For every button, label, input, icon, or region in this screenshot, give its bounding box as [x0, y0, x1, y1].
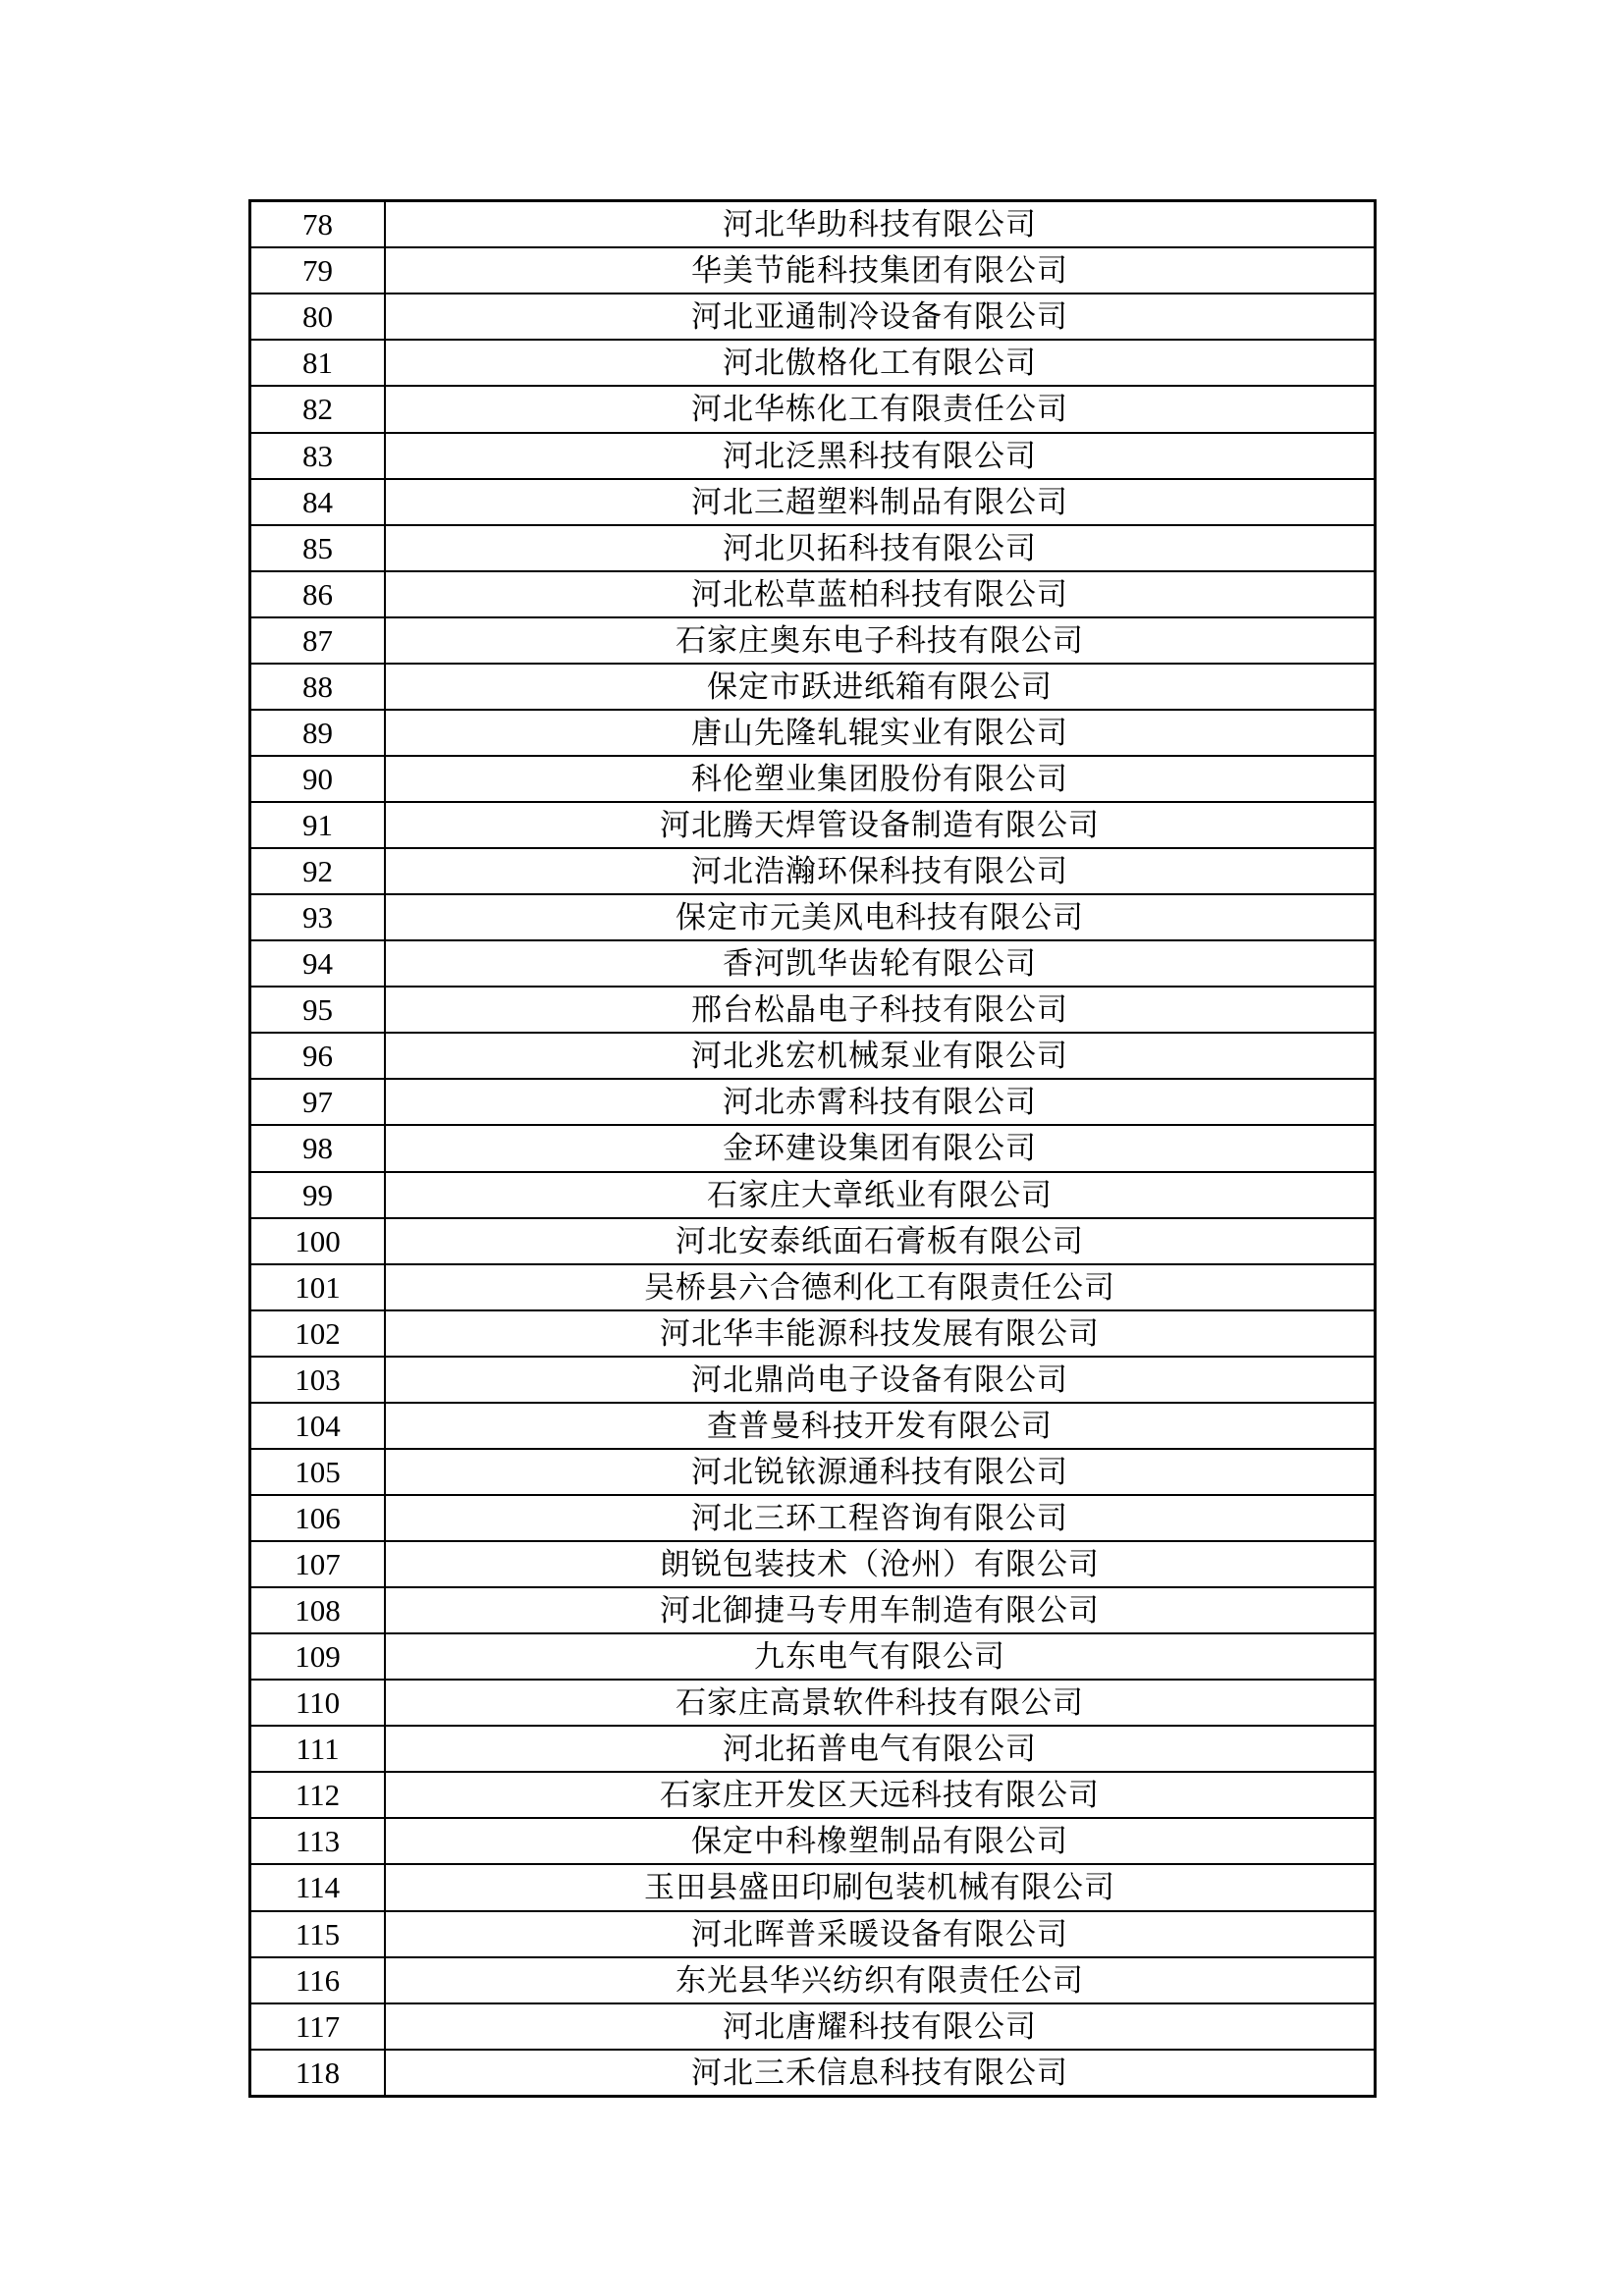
table-row — [250, 1587, 1376, 1633]
row-number-cell: 114 — [250, 1864, 386, 1910]
company-name-cell: 九东电气有限公司 — [385, 1633, 1376, 1680]
row-number-cell: 106 — [250, 1495, 386, 1541]
row-number-cell: 88 — [250, 664, 386, 710]
row-number-cell: 103 — [250, 1357, 386, 1403]
company-name-cell: 河北御捷马专用车制造有限公司 — [385, 1587, 1376, 1633]
table-row — [250, 1125, 1376, 1171]
company-name-cell: 石家庄开发区天远科技有限公司 — [385, 1772, 1376, 1818]
company-name-cell: 河北鼎尚电子设备有限公司 — [385, 1357, 1376, 1403]
table-row — [250, 1680, 1376, 1726]
company-name-cell: 唐山先隆轧辊实业有限公司 — [385, 710, 1376, 756]
company-name-cell: 石家庄高景软件科技有限公司 — [385, 1680, 1376, 1726]
table-row — [250, 1726, 1376, 1772]
company-name-cell: 石家庄大章纸业有限公司 — [385, 1172, 1376, 1218]
row-number-cell: 99 — [250, 1172, 386, 1218]
company-name-cell: 邢台松晶电子科技有限公司 — [385, 987, 1376, 1033]
row-number-cell: 91 — [250, 802, 386, 848]
table-row — [250, 1818, 1376, 1864]
table-row — [250, 710, 1376, 756]
row-number-cell: 85 — [250, 525, 386, 571]
company-name-cell: 保定市跃进纸箱有限公司 — [385, 664, 1376, 710]
row-number-cell: 97 — [250, 1079, 386, 1125]
table-row — [250, 386, 1376, 432]
table-row — [250, 294, 1376, 340]
row-number-cell: 112 — [250, 1772, 386, 1818]
company-name-cell: 河北松草蓝柏科技有限公司 — [385, 571, 1376, 617]
company-name-cell: 河北亚通制冷设备有限公司 — [385, 294, 1376, 340]
table-row — [250, 1033, 1376, 1079]
table-row — [250, 1172, 1376, 1218]
company-name-cell: 河北三环工程咨询有限公司 — [385, 1495, 1376, 1541]
company-name-cell: 河北唐耀科技有限公司 — [385, 2003, 1376, 2050]
row-number-cell: 105 — [250, 1449, 386, 1495]
table-row — [250, 1911, 1376, 1957]
row-number-cell: 117 — [250, 2003, 386, 2050]
row-number-cell: 107 — [250, 1541, 386, 1587]
row-number-cell: 110 — [250, 1680, 386, 1726]
row-number-cell: 118 — [250, 2050, 386, 2097]
company-name-cell: 玉田县盛田印刷包装机械有限公司 — [385, 1864, 1376, 1910]
table-row — [250, 571, 1376, 617]
row-number-cell: 93 — [250, 894, 386, 940]
table-row — [250, 1357, 1376, 1403]
table-row — [250, 1403, 1376, 1449]
company-name-cell: 保定中科橡塑制品有限公司 — [385, 1818, 1376, 1864]
row-number-cell: 108 — [250, 1587, 386, 1633]
row-number-cell: 83 — [250, 433, 386, 479]
table-row — [250, 340, 1376, 386]
row-number-cell: 87 — [250, 617, 386, 664]
table-row — [250, 525, 1376, 571]
company-name-cell: 河北贝拓科技有限公司 — [385, 525, 1376, 571]
table-row — [250, 1449, 1376, 1495]
table-row — [250, 802, 1376, 848]
table-row — [250, 1218, 1376, 1264]
row-number-cell: 89 — [250, 710, 386, 756]
row-number-cell: 86 — [250, 571, 386, 617]
company-name-cell: 华美节能科技集团有限公司 — [385, 247, 1376, 294]
company-name-cell: 河北傲格化工有限公司 — [385, 340, 1376, 386]
company-name-cell: 河北浩瀚环保科技有限公司 — [385, 848, 1376, 894]
company-table-body — [250, 201, 1376, 2097]
row-number-cell: 111 — [250, 1726, 386, 1772]
table-row — [250, 894, 1376, 940]
company-name-cell: 河北华栋化工有限责任公司 — [385, 386, 1376, 432]
row-number-cell: 95 — [250, 987, 386, 1033]
row-number-cell: 102 — [250, 1310, 386, 1357]
table-row — [250, 1310, 1376, 1357]
row-number-cell: 81 — [250, 340, 386, 386]
company-name-cell: 科伦塑业集团股份有限公司 — [385, 756, 1376, 802]
table-row — [250, 1079, 1376, 1125]
company-name-cell: 河北泛黑科技有限公司 — [385, 433, 1376, 479]
company-name-cell: 河北安泰纸面石膏板有限公司 — [385, 1218, 1376, 1264]
company-name-cell: 河北腾天焊管设备制造有限公司 — [385, 802, 1376, 848]
row-number-cell: 98 — [250, 1125, 386, 1171]
row-number-cell: 92 — [250, 848, 386, 894]
company-name-cell: 河北拓普电气有限公司 — [385, 1726, 1376, 1772]
company-name-cell: 河北华丰能源科技发展有限公司 — [385, 1310, 1376, 1357]
company-name-cell: 河北华助科技有限公司 — [385, 201, 1376, 248]
company-name-cell: 金环建设集团有限公司 — [385, 1125, 1376, 1171]
company-name-cell: 河北兆宏机械泵业有限公司 — [385, 1033, 1376, 1079]
company-name-cell: 河北锐铱源通科技有限公司 — [385, 1449, 1376, 1495]
table-row — [250, 1541, 1376, 1587]
table-row — [250, 1495, 1376, 1541]
row-number-cell: 116 — [250, 1957, 386, 2003]
table-row — [250, 1957, 1376, 2003]
table-row — [250, 2050, 1376, 2097]
row-number-cell: 115 — [250, 1911, 386, 1957]
table-row — [250, 433, 1376, 479]
table-row — [250, 247, 1376, 294]
row-number-cell: 80 — [250, 294, 386, 340]
table-row — [250, 2003, 1376, 2050]
row-number-cell: 94 — [250, 940, 386, 987]
row-number-cell: 100 — [250, 1218, 386, 1264]
company-name-cell: 河北三禾信息科技有限公司 — [385, 2050, 1376, 2097]
table-row — [250, 1864, 1376, 1910]
company-list-table — [248, 199, 1377, 2098]
row-number-cell: 90 — [250, 756, 386, 802]
table-row — [250, 987, 1376, 1033]
company-name-cell: 吴桥县六合德利化工有限责任公司 — [385, 1264, 1376, 1310]
row-number-cell: 82 — [250, 386, 386, 432]
table-row — [250, 479, 1376, 525]
row-number-cell: 78 — [250, 201, 386, 248]
row-number-cell: 96 — [250, 1033, 386, 1079]
row-number-cell: 84 — [250, 479, 386, 525]
company-name-cell: 保定市元美风电科技有限公司 — [385, 894, 1376, 940]
row-number-cell: 101 — [250, 1264, 386, 1310]
table-row — [250, 617, 1376, 664]
company-name-cell: 河北三超塑料制品有限公司 — [385, 479, 1376, 525]
table-row — [250, 756, 1376, 802]
row-number-cell: 109 — [250, 1633, 386, 1680]
company-name-cell: 朗锐包装技术（沧州）有限公司 — [385, 1541, 1376, 1587]
table-row — [250, 1264, 1376, 1310]
table-row — [250, 940, 1376, 987]
table-row — [250, 664, 1376, 710]
company-name-cell: 河北赤霄科技有限公司 — [385, 1079, 1376, 1125]
row-number-cell: 104 — [250, 1403, 386, 1449]
company-name-cell: 石家庄奥东电子科技有限公司 — [385, 617, 1376, 664]
company-name-cell: 查普曼科技开发有限公司 — [385, 1403, 1376, 1449]
table-row — [250, 201, 1376, 248]
company-name-cell: 东光县华兴纺织有限责任公司 — [385, 1957, 1376, 2003]
company-name-cell: 香河凯华齿轮有限公司 — [385, 940, 1376, 987]
table-row — [250, 1633, 1376, 1680]
row-number-cell: 113 — [250, 1818, 386, 1864]
table-row — [250, 1772, 1376, 1818]
table-row — [250, 848, 1376, 894]
row-number-cell: 79 — [250, 247, 386, 294]
company-name-cell: 河北晖普采暖设备有限公司 — [385, 1911, 1376, 1957]
